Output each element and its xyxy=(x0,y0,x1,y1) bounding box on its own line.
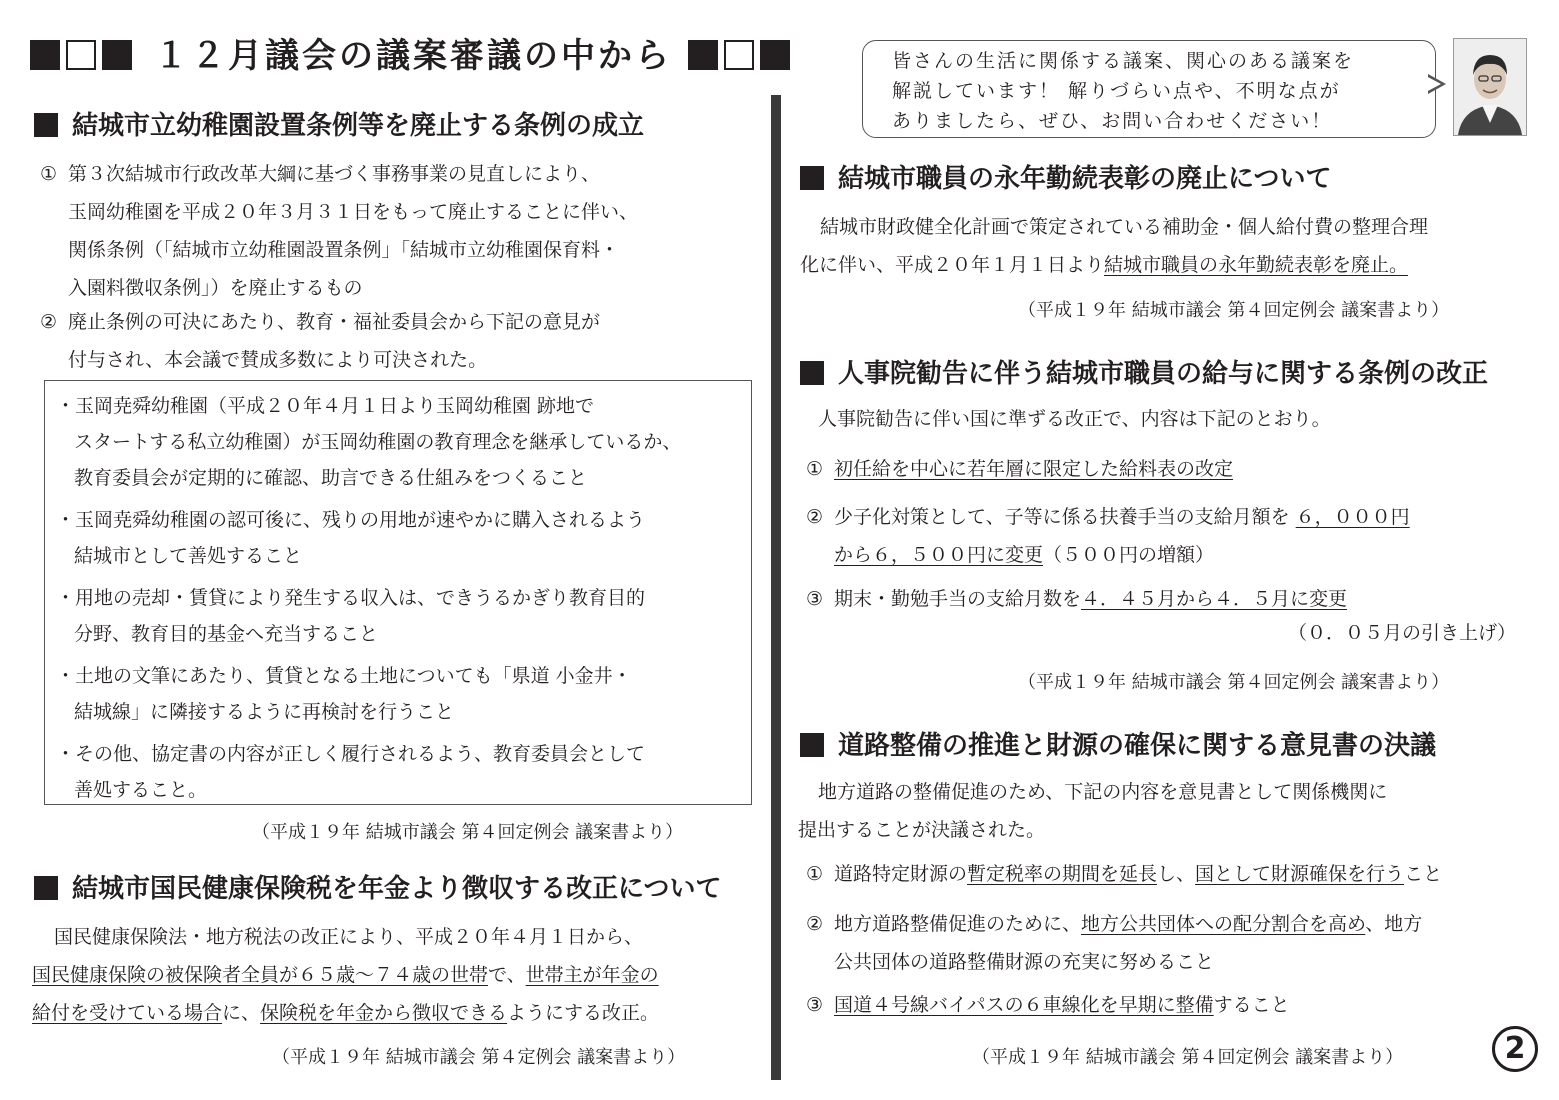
page-title xyxy=(30,28,796,77)
section-heading: 道路整備の推進と財源の確保に関する意見書の決議 xyxy=(800,725,1436,762)
section-heading: 結城市職員の永年勤続表彰の廃止について xyxy=(800,158,1331,195)
source-note: （平成１９年 結城市議会 第４回定例会 議案書より） xyxy=(1018,300,1450,321)
source-note: （平成１９年 結城市議会 第４回定例会 議案書より） xyxy=(1018,672,1450,693)
paragraph: 地方道路の整備促進のため、下記の内容を意見書として関係機関に 提出することが決議された。 xyxy=(798,781,1388,841)
source-note: （平成１９年 結城市議会 第４定例会 議案書より） xyxy=(272,1047,686,1068)
black-square-icon xyxy=(688,40,718,70)
page-number: 2 xyxy=(1492,1026,1538,1072)
black-square-icon xyxy=(34,876,58,900)
paragraph: 国民健康保険法・地方税法の改正により、平成２０年４月１日から、 国民健康保険の被保険者全員が６５歳〜７４歳の世帯で、世帯主が年金の 給付を受けている場合に、保険税を年金から徴収できるようにする改正。 xyxy=(32,926,660,1024)
black-square-icon xyxy=(34,113,58,137)
open-square-icon xyxy=(724,40,754,70)
speech-bubble-text: 皆さんの生活に関係する議案、関心のある議案を 解説しています！ 解りづらい点や、不明な点が ありましたら、ぜひ、お問い合わせください！ xyxy=(892,50,1355,132)
list-item: ② 廃止条例の可決にあたり、教育・福祉委員会から下記の意見が 付与され、本会議で賛成多数により可決された。 xyxy=(40,311,601,371)
black-square-icon xyxy=(800,733,824,757)
black-square-icon xyxy=(760,40,790,70)
councillor-photo xyxy=(1453,38,1527,136)
list-item: ② 地方道路整備促進のために、地方公共団体への配分割合を高め、地方 公共団体の道路整備財源の充実に努めること xyxy=(806,913,1423,973)
open-square-icon xyxy=(66,40,96,70)
paragraph: 人事院勧告に伴い国に準ずる改正で、内容は下記のとおり。 xyxy=(818,408,1331,430)
black-square-icon xyxy=(800,361,824,385)
black-square-icon xyxy=(30,40,60,70)
title-text: １２月議会の議案審議の中から xyxy=(154,36,672,76)
source-note: （平成１９年 結城市議会 第４回定例会 議案書より） xyxy=(252,822,684,843)
list-item: ③ 国道４号線バイパスの６車線化を早期に整備すること xyxy=(806,994,1290,1016)
list-item: ② 少子化対策として、子等に係る扶養手当の支給月額を ６，０００円 から６，５００円に変更（５００円の増額） xyxy=(806,506,1410,566)
list-item: ③ 期末・勤勉手当の支給月数を４．４５月から４．５月に変更 xyxy=(806,588,1348,610)
black-square-icon xyxy=(102,40,132,70)
opinion-list: ・玉岡尭舜幼稚園（平成２０年４月１日より玉岡幼稚園 跡地で スタートする私立幼稚園）が玉岡幼稚園の教育理念を継承しているか、 教育委員会が定期的に確認、助言できる仕組みをつくること ・玉岡尭舜幼稚園の認可後に、残りの用地が速やかに購入されるよう 結城市として善処すること ・用地の売却・賃貸により発生する収入は、できうるかぎり教育目的 分野、教育目的基金へ充当すること ・土地の文筆にあたり、賃貸となる土地についても「県道 小金井・ 結城線」に隣接するように再検討を行うこと ・その他、協定書の内容が正しく履行されるよう、教育委員会として 善処すること。 xyxy=(56,395,682,801)
list-item: ① 初任給を中心に若年層に限定した給料表の改定 xyxy=(806,458,1234,480)
note: （０．０５月の引き上げ） xyxy=(1288,622,1517,644)
section-heading: 結城市国民健康保険税を年金より徴収する改正について xyxy=(34,868,721,905)
section-heading: 結城市立幼稚園設置条例等を廃止する条例の成立 xyxy=(34,105,644,142)
column-divider xyxy=(771,95,781,1080)
black-square-icon xyxy=(800,166,824,190)
list-item: ① 第３次結城市行政改革大綱に基づく事務事業の見直しにより、 玉岡幼稚園を平成２０年３月３１日をもって廃止することに伴い、 関係条例（「結城市立幼稚園設置条例」「結城市立幼稚園保育料・ 入園料徴収条例」）を廃止するもの xyxy=(40,163,639,299)
paragraph: 結城市財政健全化計画で策定されている補助金・個人給付費の整理合理 化に伴い、平成２０年１月１日より結城市職員の永年勤続表彰を廃止。 xyxy=(800,216,1429,276)
list-item: ① 道路特定財源の暫定税率の期間を延長し、国として財源確保を行うこと xyxy=(806,863,1443,885)
source-note: （平成１９年 結城市議会 第４回定例会 議案書より） xyxy=(972,1047,1404,1068)
section-heading: 人事院勧告に伴う結城市職員の給与に関する条例の改正 xyxy=(800,353,1488,390)
